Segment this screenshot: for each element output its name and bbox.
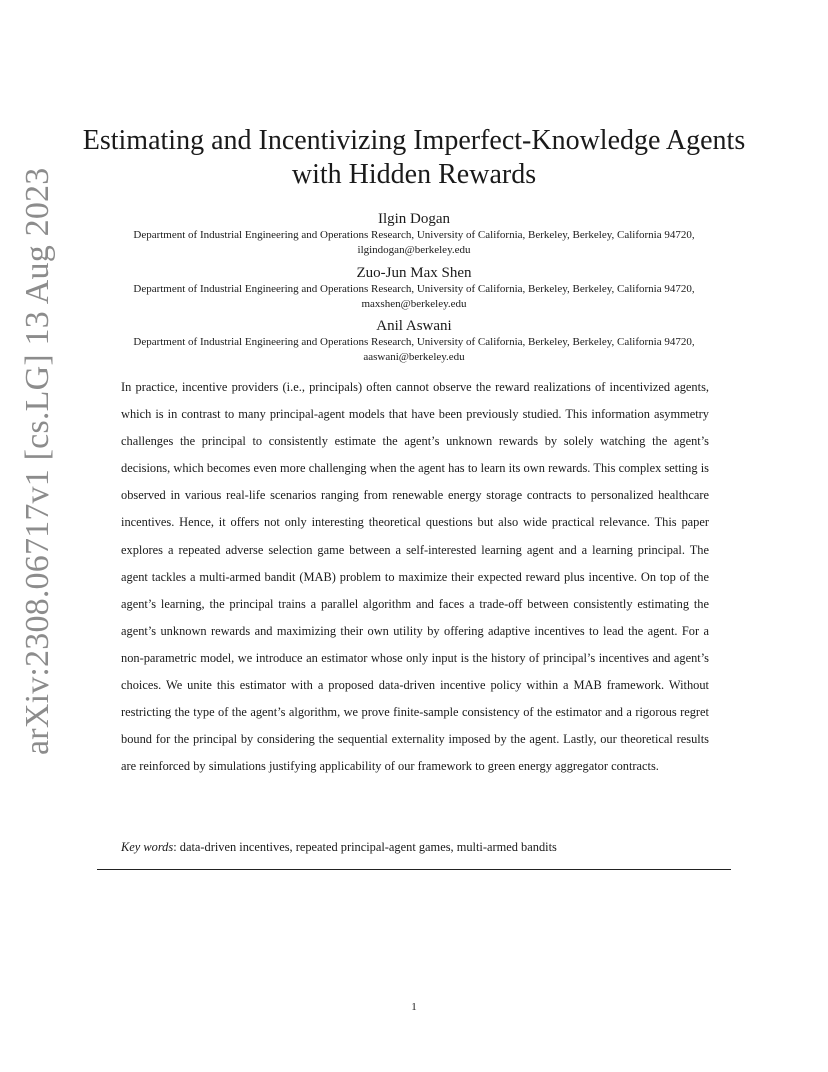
page-number: 1 xyxy=(411,1001,417,1013)
author-name: Zuo-Jun Max Shen xyxy=(356,265,472,281)
keywords-label: Key words xyxy=(121,840,174,854)
keywords-separator: : xyxy=(173,840,177,854)
author-block xyxy=(60,317,768,365)
horizontal-rule xyxy=(97,869,731,870)
keywords-text: data-driven incentives, repeated principal-agent games, multi-armed bandits xyxy=(179,840,557,854)
keywords-line xyxy=(121,838,721,856)
author-email: aaswani@berkeley.edu xyxy=(363,351,465,363)
author-name: Ilgin Dogan xyxy=(377,211,451,227)
paper-title: Estimating and Incentivizing Imperfect-Knowledge Agents with Hidden Rewards xyxy=(82,125,746,190)
author-email: maxshen@berkeley.edu xyxy=(361,298,467,310)
author-block xyxy=(60,264,768,312)
author-affiliation: Department of Industrial Engineering and Operations Research, University of California, Berkeley, Berkeley, California 94720, xyxy=(133,336,695,348)
abstract-text: In practice, incentive providers (i.e., principals) often cannot observe the reward realizations of incentivized agents, which is in contrast to many principal-agent models that have been previously studied. This information asymmetry challenges the principal to consistently estimate the agent’s unknown rewards by solely watching the agent’s decisions, which becomes even more challenging when the agent has to learn its own rewards. This complex setting is observed in various real-life scenarios ranging from renewable energy storage contracts to personalized healthcare incentives. Hence, it offers not only interesting theoretical questions but also wide practical relevance. This paper explores a repeated adverse selection game between a self-interested learning agent and a learning principal. The agent tackles a multi-armed bandit (MAB) problem to maximize their expected reward plus incentive. On top of the agent’s learning, the principal trains a parallel algorithm and faces a trade-off between consistently estimating the agent’s unknown rewards and maximizing their own utility by offering adaptive incentives to lead the agent. For a non-parametric model, we introduce an estimator whose only input is the history of principal’s incentives and agent’s choices. We unite this estimator with a proposed data-driven incentive policy within a MAB framework. Without restricting the type of the agent’s algorithm, we prove finite-sample consistency of the estimator and a rigorous regret bound for the principal by considering the sequential externality imposed by the agent. Lastly, our theoretical results are reinforced by simulations justifying applicability of our framework to green energy aggregator contracts. xyxy=(121,380,709,774)
author-affiliation: Department of Industrial Engineering and Operations Research, University of California, Berkeley, Berkeley, California 94720, xyxy=(133,283,695,295)
author-block xyxy=(60,210,768,258)
author-affiliation: Department of Industrial Engineering and Operations Research, University of California, Berkeley, Berkeley, California 94720, xyxy=(133,229,695,241)
author-name: Anil Aswani xyxy=(376,318,452,334)
arxiv-identifier-stamp: arXiv:2308.06717v1 [cs.LG] 13 Aug 2023 xyxy=(19,167,56,755)
author-email: ilgindogan@berkeley.edu xyxy=(357,244,471,256)
